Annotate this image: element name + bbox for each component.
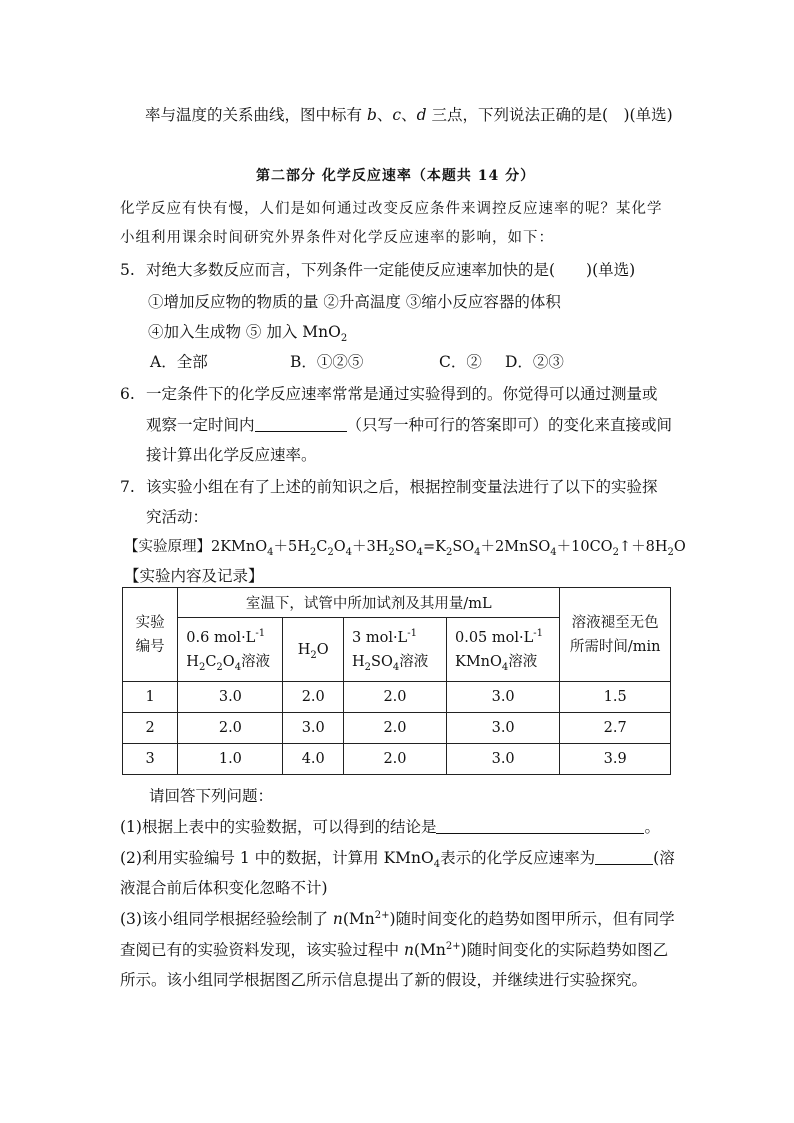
question-5-choice-d: D．②③ bbox=[505, 353, 564, 371]
question-text: 一定条件下的化学反应速率常常是通过实验得到的。你觉得可以通过测量或 bbox=[146, 385, 658, 403]
question-6-line-2 bbox=[146, 415, 672, 435]
experiment-record-label: 【实验内容及记录】 bbox=[124, 567, 264, 585]
question-text: (1)根据上表中的实验数据，可以得到的结论是 bbox=[120, 818, 437, 836]
table-row bbox=[123, 713, 671, 744]
answer-blank[interactable] bbox=[595, 848, 653, 865]
cell-h2c2o4: 1.0 bbox=[178, 744, 283, 775]
question-5-choice-c: C．② bbox=[439, 353, 482, 371]
question-6-line-3: 接计算出化学反应速率。 bbox=[146, 446, 317, 464]
header-h2so4: 3 $mol\cdot L^{-1}$ $H_2SO_4$溶液 bbox=[344, 618, 447, 682]
question-5-options-line-1: ①增加反应物的物质的量 ②升高温度 ③缩小反应容器的体积 bbox=[148, 293, 561, 311]
point-d: d bbox=[416, 106, 427, 124]
cell-h2o: 2.0 bbox=[283, 682, 344, 713]
subscript: 4 bbox=[433, 859, 441, 871]
cell-h2so4: 2.0 bbox=[344, 682, 447, 713]
question-7-line-2: 究活动： bbox=[146, 508, 209, 526]
header-h2c2o4: 0.6 $mol\cdot L^{-1}$ $H_2C_2O_4$溶液 bbox=[178, 618, 283, 682]
table-row bbox=[123, 682, 671, 713]
cell-h2o: 4.0 bbox=[283, 744, 344, 775]
header-h2o: $H_2O$ bbox=[283, 618, 344, 682]
question-5-choice-a: A．全部 bbox=[150, 353, 208, 371]
question-text: )随时间变化的趋势如图甲所示，但有同学 bbox=[389, 910, 675, 928]
principle-label: 【实验原理】 bbox=[124, 539, 211, 555]
question-text: 表示的化学反应速率为 bbox=[440, 849, 596, 867]
question-text: (3)该小组同学根据经验绘制了 bbox=[120, 910, 333, 928]
math-n: n bbox=[332, 910, 343, 928]
question-text: (溶 bbox=[653, 849, 675, 867]
point-b: b bbox=[366, 106, 377, 124]
cell-exp-number: 2 bbox=[123, 713, 178, 744]
cell-exp-number: 1 bbox=[123, 682, 178, 713]
answer-blank[interactable] bbox=[255, 415, 347, 432]
cell-exp-number: 3 bbox=[123, 744, 178, 775]
cell-time: 1.5 bbox=[560, 682, 671, 713]
table-row bbox=[123, 744, 671, 775]
question-text: )随时间变化的实际趋势如图乙 bbox=[460, 941, 669, 959]
question-5-choice-b: B．①②⑤ bbox=[290, 353, 364, 371]
question-text: 该实验小组在有了上述的前知识之后，根据控制变量法进行了以下的实验探 bbox=[146, 478, 658, 496]
question-text: 对绝大多数反应而言，下列条件一定能使反应速率加快的是( )(单选) bbox=[146, 261, 636, 279]
header-decolor-time: 溶液褪至无色 所需时间/min bbox=[560, 588, 671, 682]
q4-text: 率与温度的关系曲线，图中标有 bbox=[145, 106, 367, 124]
point-c: c bbox=[392, 106, 402, 124]
sub-question-2-line-2: 液混合前后体积变化忽略不计) bbox=[120, 879, 328, 897]
answer-prompt: 请回答下列问题： bbox=[149, 787, 274, 805]
reaction-equation: $2KMnO_4+5H_2C_2O_4+3H_2SO_4=K_2SO_4+2MnSO_4+10CO_2↑+8H_2O$ bbox=[211, 539, 686, 558]
sub-question-2-line-1 bbox=[120, 848, 675, 871]
header-exp-number: 实验 编号 bbox=[123, 588, 178, 682]
q4-text: 、 bbox=[376, 106, 393, 124]
sub-question-3-line-1: (3)该小组同学根据经验绘制了 $n(Mn^{2+})$随时间变化的趋势如图甲所示，但有同学 bbox=[120, 909, 675, 928]
cell-kmno4: 3.0 bbox=[446, 682, 559, 713]
sub-question-3-line-2: 查阅已有的实验资料发现，该实验过程中 $n(Mn^{2+})$随时间变化的实际趋势如图乙 bbox=[120, 940, 669, 959]
question-6-line-1 bbox=[120, 384, 658, 404]
answer-blank[interactable] bbox=[436, 817, 644, 834]
options-text: ④加入生成物 ⑤ 加入 MnO bbox=[148, 323, 341, 341]
header-kmno4: 0.05 $mol\cdot L^{-1}$ KMnO$_4$溶液 bbox=[446, 618, 559, 682]
cell-h2so4: 2.0 bbox=[344, 713, 447, 744]
experiment-principle bbox=[124, 537, 686, 557]
cell-h2so4: 2.0 bbox=[344, 744, 447, 775]
cell-time: 2.7 bbox=[560, 713, 671, 744]
question-number: 7. bbox=[120, 478, 135, 496]
cell-kmno4: 3.0 bbox=[446, 713, 559, 744]
sub-question-3-line-3: 所示。该小组同学根据图乙所示信息提出了新的假设，并继续进行实验探究。 bbox=[120, 971, 648, 989]
question-5-stem bbox=[120, 260, 635, 280]
question-text: 观察一定时间内 bbox=[146, 416, 255, 434]
q4-text: 、 bbox=[401, 106, 417, 124]
question-text: （只写一种可行的答案即可）的变化来直接或间 bbox=[346, 416, 673, 434]
math-n: n bbox=[403, 941, 414, 959]
cell-h2o: 3.0 bbox=[283, 713, 344, 744]
experiment-table bbox=[122, 587, 671, 775]
subscript: 2 bbox=[340, 333, 348, 345]
question-5-options-line-2 bbox=[148, 322, 348, 345]
intro-paragraph-line-1: 化学反应有快有慢，人们是如何通过改变反应条件来调控反应速率的呢？某化学 bbox=[120, 201, 663, 217]
question-7-line-1 bbox=[120, 477, 658, 497]
cell-time: 3.9 bbox=[560, 744, 671, 775]
question-text: 。 bbox=[644, 818, 660, 836]
question-number: 5. bbox=[120, 261, 135, 279]
question-text: (2)利用实验编号 1 中的数据，计算用 KMnO bbox=[120, 849, 434, 867]
question-number: 6. bbox=[120, 385, 135, 403]
header-reagents-group: 室温下，试管中所加试剂及其用量/mL bbox=[178, 588, 560, 618]
section-title: 第二部分 化学反应速率（本题共 14 分） bbox=[256, 168, 536, 184]
intro-paragraph-line-2: 小组利用课余时间研究外界条件对化学反应速率的影响，如下： bbox=[120, 230, 554, 246]
cell-kmno4: 3.0 bbox=[446, 744, 559, 775]
cell-h2c2o4: 3.0 bbox=[178, 682, 283, 713]
cell-h2c2o4: 2.0 bbox=[178, 713, 283, 744]
q4-text: 三点，下列说法正确的是( )(单选) bbox=[426, 106, 673, 124]
sub-question-1 bbox=[120, 817, 660, 837]
q4-stem-continuation bbox=[145, 105, 673, 125]
question-text: 查阅已有的实验资料发现，该实验过程中 bbox=[120, 941, 404, 959]
